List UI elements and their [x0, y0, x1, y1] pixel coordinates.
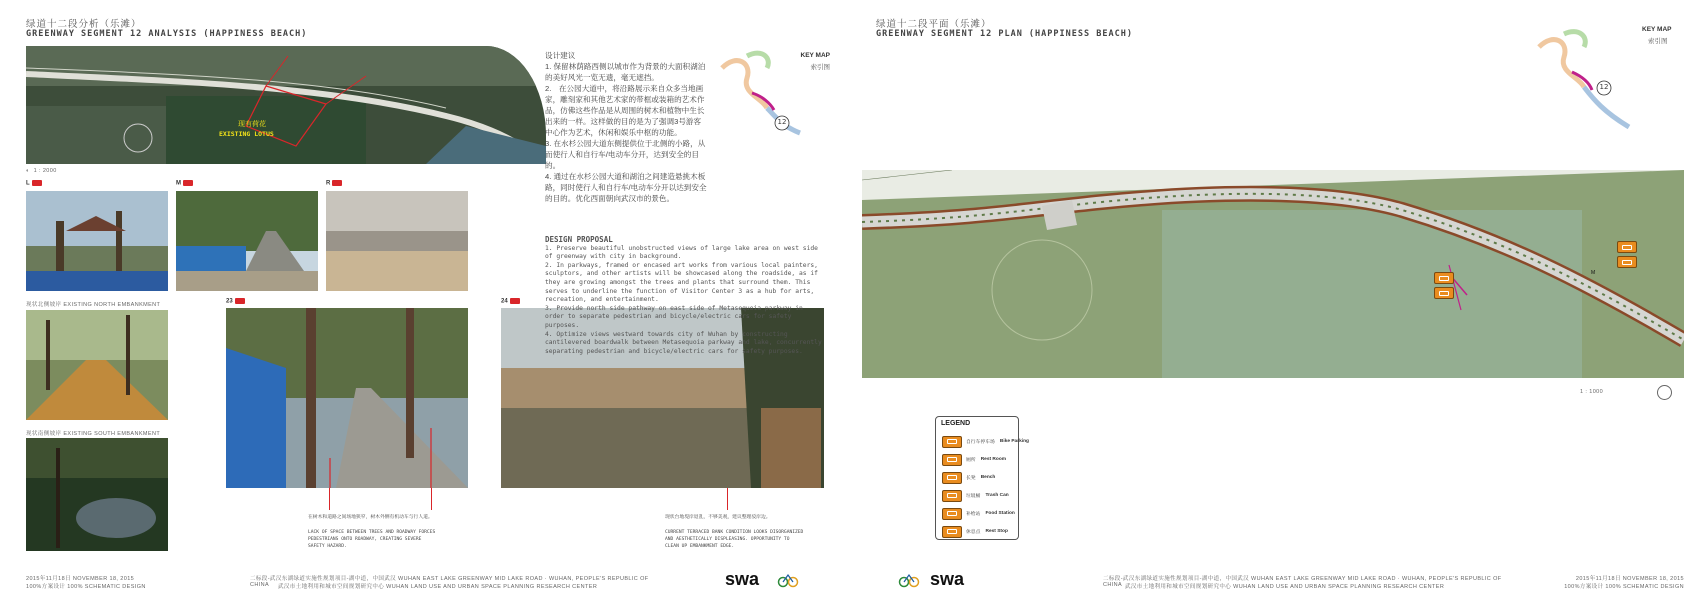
north-arrow-icon: ◐ — [26, 168, 30, 174]
legend-item: 自行车停车场 Bike Parking — [942, 432, 1029, 451]
legend-item: 休息点 Rest Stop — [942, 522, 1008, 541]
photo-m — [176, 191, 318, 291]
photo-r — [326, 191, 468, 291]
aerial-label-cn: 现有荷花 — [238, 121, 266, 128]
left-footer-org: 武汉市土地利用和城市空间规划研究中心 WUHAN LAND USE AND URBAN SPACE PLANNING RESEARCH CENTER — [278, 584, 598, 590]
food-station-icon — [1617, 256, 1637, 268]
left-footer-project: 二标段-武汉东湖绿道实施性规划项目-湖中道，中国武汉 WUHAN EAST LAKE GREENWAY MID LAKE ROAD · WUHAN, PEOPLE'S REPUBLIC OF CHINA — [250, 576, 649, 588]
photo-label-23: 23 — [226, 298, 245, 305]
right-keymap-cn: 索引图 — [1648, 38, 1668, 45]
right-key-map — [1534, 22, 1684, 132]
camera-icon — [332, 180, 342, 186]
north-embankment-label: 现状北侧坡岸 EXISTING NORTH EMBANKMENT — [26, 302, 161, 308]
photo-label-r: R — [326, 180, 342, 187]
proposal-item-cn: 4. 通过在水杉公园大道和湖泊之间建造悬挑木板路，同时使行人和自行车/电动车分开以达到安全的目的。优化西面朝向武汉市的景色。 — [545, 172, 707, 203]
right-title-cn: 绿道十二段平面（乐滩） — [876, 19, 992, 30]
camera-icon — [32, 180, 42, 186]
left-title-cn: 绿道十二段分析（乐滩） — [26, 19, 142, 30]
pointer-line — [431, 488, 432, 510]
left-key-map — [712, 48, 830, 138]
proposal-item-en: 1. Preserve beautiful unobstructed views of large lake area on west side of greenway with city in background. — [545, 244, 818, 261]
camera-icon — [183, 180, 193, 186]
photo-label-m: M — [176, 180, 193, 187]
bench-icon — [942, 472, 962, 484]
restroom-icon — [942, 454, 962, 466]
rest-stop-icon — [942, 526, 962, 538]
caption-23-en: LACK OF SPACE BETWEEN TREES AND ROADWAY FORCES PEDESTRIANS ONTO ROADWAY, CREATING SEVERE SAFETY HAZARD. — [308, 530, 436, 549]
photo-l — [26, 191, 168, 291]
left-keymap-cn: 索引图 — [810, 64, 830, 71]
bench-icon — [1434, 287, 1454, 299]
right-keymap-num: 12 — [1599, 83, 1609, 91]
pointer-line — [329, 488, 330, 510]
south-embankment-label: 现状南侧坡岸 EXISTING SOUTH EMBANKMENT — [26, 431, 161, 437]
proposal-item-en: 2. In parkways, framed or encased art works from various local painters, sculptors, and other artists will be showcased along the roadside, as if they are growing amongst the trees and plants that surround them. This serves to underline the function of Visitor Center 3 as a hub for arts, recreation, and entertainment. — [545, 261, 818, 304]
left-swa-logo: swa — [725, 569, 760, 589]
right-scale: 1 : 1000 — [1580, 389, 1604, 395]
site-plan — [862, 170, 1684, 378]
left-title-en: GREENWAY SEGMENT 12 ANALYSIS (HAPPINESS BEACH) — [26, 29, 308, 39]
left-keymap-en: KEY MAP — [800, 52, 830, 59]
proposal-en-block — [545, 236, 823, 356]
right-swa-logo: swa — [930, 569, 965, 589]
aerial-photo — [26, 46, 546, 164]
food-station-icon — [942, 508, 962, 520]
legend-item: 垃圾桶 Trash Can — [942, 486, 1009, 505]
left-footer-date: 2015年11月18日 NOVEMBER 18, 2015 — [26, 576, 135, 582]
left-keymap-num: 12 — [777, 118, 787, 126]
proposal-heading-en: DESIGN PROPOSAL — [545, 235, 613, 244]
legend-item: 补给站 Food Station — [942, 504, 1015, 523]
bike-parking-icon — [942, 436, 962, 448]
photo-label-l: L — [26, 180, 42, 187]
proposal-item-en: 4. Optimize views westward towards city of Wuhan by constructing cantilevered boardwalk between Metasequoia parkway and lake, concurrently separating pedestrian and bicycle/electric cars for safety purposes. — [545, 330, 822, 355]
restroom-icon — [1434, 272, 1454, 284]
proposal-cn-block — [545, 50, 707, 204]
proposal-item-cn: 3. 在水杉公园大道东侧提供位于北侧的小路，从而使行人和自行车/电动车分开，达到安全的目的。 — [545, 139, 706, 170]
proposal-item-en: 3. Provide north side pathway on east side of Metasequoia parkway in order to separate pedestrian and bicycle/electric cars for safety purposes. — [545, 304, 803, 329]
north-arrow-icon — [1657, 385, 1672, 400]
left-scale: ◐ 1 : 2000 — [26, 168, 57, 174]
right-footer-org: 武汉市土地利用和城市空间规划研究中心 WUHAN LAND USE AND URBAN SPACE PLANNING RESEARCH CENTER — [1125, 584, 1445, 590]
caption-24-en: CURRENT TERRACED BANK CONDITION LOOKS DISORGANIZED AND AESTHETICALLY DISPLEASING. OPPORTUNITY TO CLEAN UP EMBANKMENT EDGE. — [665, 530, 804, 549]
left-footer-status: 100%方案设计 100% SCHEMATIC DESIGN — [26, 584, 146, 590]
section-mark-m: M — [1591, 270, 1596, 276]
legend-item: 厕所 Rest Room — [942, 450, 1006, 469]
trash-can-icon — [942, 490, 962, 502]
right-title-en: GREENWAY SEGMENT 12 PLAN (HAPPINESS BEACH) — [876, 29, 1133, 39]
right-footer-date: 2015年11月18日 NOVEMBER 18, 2015 — [1575, 576, 1684, 582]
caption-23-cn: 在树木和道路之间场地狭窄，树木外侧有机动车与行人道。 — [308, 515, 433, 520]
bike-logo-icon — [898, 572, 920, 588]
right-keymap-en: KEY MAP — [1642, 26, 1672, 33]
right-footer-status: 100%方案设计 100% SCHEMATIC DESIGN — [1564, 584, 1684, 590]
proposal-item-cn: 1. 保留林荫路西侧以城市作为背景的大面积湖泊的美好风光一览无遗，毫无遮挡。 — [545, 62, 706, 82]
legend-item: 长凳 Bench — [942, 468, 995, 487]
legend-box — [935, 416, 1029, 540]
photo-south-embankment — [26, 438, 168, 551]
legend-title: LEGEND — [941, 420, 971, 427]
bike-parking-icon — [1617, 241, 1637, 253]
aerial-label-en: EXISTING LOTUS — [219, 130, 274, 138]
proposal-item-cn: 2. 在公园大道中，将沿路展示来自众多当地画家，雕刻家和其他艺术家的带框或装箱的艺术作品，仿佛这些作品是从周围的树木和植物中生长出来的一样。这样做的目的是为了强调3号游客中心作为艺术，休闲和娱乐中枢的功能。 — [545, 84, 705, 137]
right-footer-project: 二标段-武汉东湖绿道实施性规划项目-湖中道，中国武汉 WUHAN EAST LAKE GREENWAY MID LAKE ROAD · WUHAN, PEOPLE'S REPUBLIC OF CHINA — [1103, 576, 1502, 588]
photo-north-embankment — [26, 310, 168, 420]
camera-icon — [235, 298, 245, 304]
caption-24-cn: 现状台地堤岸退乱，不够美观，建议整理驳岸边。 — [665, 515, 771, 520]
pointer-line — [727, 488, 728, 510]
camera-icon — [510, 298, 520, 304]
photo-23 — [226, 308, 468, 488]
bike-logo-icon — [777, 572, 799, 588]
proposal-heading-cn: 设计建议 — [545, 51, 576, 60]
photo-label-24: 24 — [501, 298, 520, 305]
